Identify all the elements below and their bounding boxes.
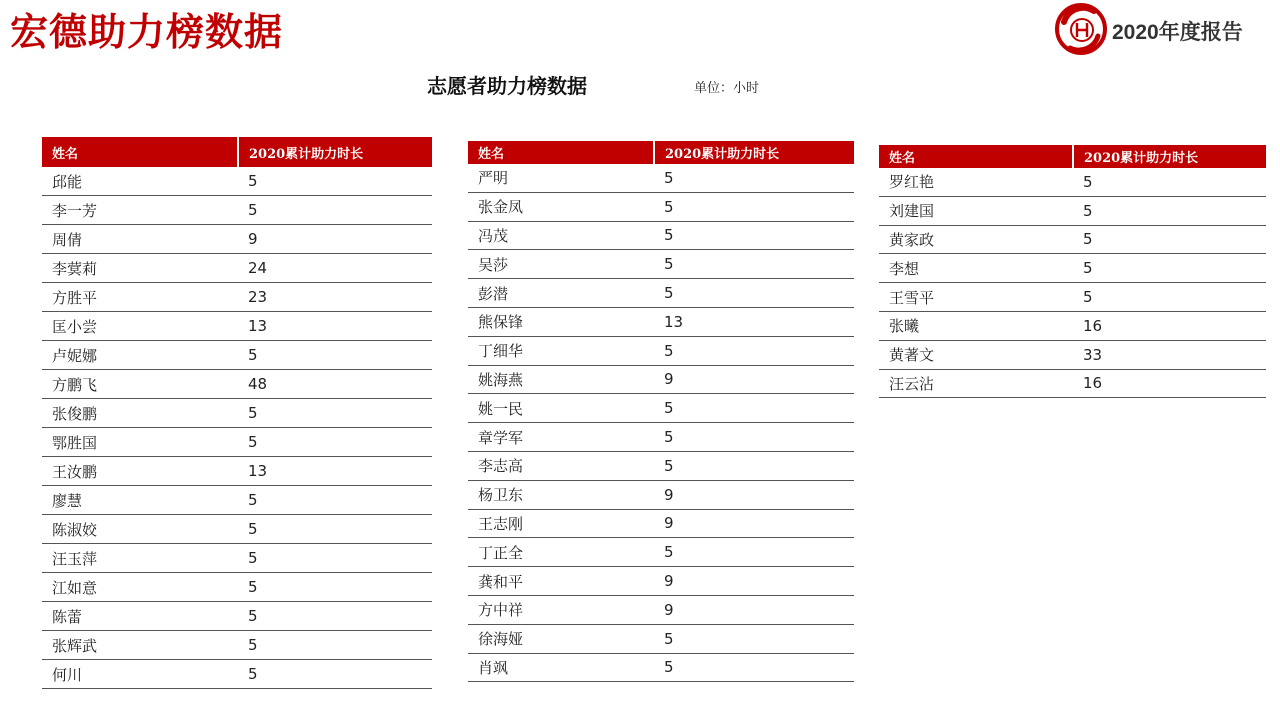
volunteer-name-cell: 章学军: [468, 423, 654, 452]
table-row: [42, 428, 432, 457]
volunteer-name-cell: 江如意: [42, 573, 238, 602]
report-year-label: 2020年度报告: [1112, 21, 1243, 44]
table-row: [42, 515, 432, 544]
hours-cell: 5: [1073, 254, 1266, 283]
volunteer-name-cell: 陈淑姣: [42, 515, 238, 544]
table-row: [42, 225, 432, 254]
hours-column-header: 2020累计助力时长: [238, 137, 432, 167]
volunteer-table-3: [879, 145, 1266, 398]
table-row: [42, 341, 432, 370]
table-row: [468, 595, 854, 624]
hongde-logo-icon: [1054, 2, 1108, 56]
volunteer-name-cell: 方中祥: [468, 595, 654, 624]
hours-cell: 24: [238, 254, 432, 283]
hours-cell: 5: [1073, 225, 1266, 254]
hours-cell: 5: [654, 451, 854, 480]
volunteer-name-cell: 方胜平: [42, 283, 238, 312]
table-row: [468, 192, 854, 221]
table-row: [879, 225, 1266, 254]
hours-cell: 5: [654, 279, 854, 308]
report-badge: [1054, 2, 1243, 56]
table-row: [468, 307, 854, 336]
table-row: [42, 312, 432, 341]
table-row: [468, 279, 854, 308]
table-row: [879, 369, 1266, 398]
table-row: [879, 168, 1266, 196]
hours-cell: 33: [1073, 340, 1266, 369]
hours-cell: 23: [238, 283, 432, 312]
volunteer-name-cell: 鄂胜国: [42, 428, 238, 457]
volunteer-name-cell: 罗红艳: [879, 168, 1073, 196]
volunteer-name-cell: 李蓂莉: [42, 254, 238, 283]
volunteer-name-cell: 彭潜: [468, 279, 654, 308]
hours-cell: 9: [654, 595, 854, 624]
table-row: [879, 196, 1266, 225]
table-row: [468, 538, 854, 567]
volunteer-name-cell: 姚海燕: [468, 365, 654, 394]
volunteer-name-cell: 丁正全: [468, 538, 654, 567]
table-row: [42, 486, 432, 515]
hours-cell: 5: [654, 336, 854, 365]
hours-cell: 9: [654, 480, 854, 509]
volunteer-name-cell: 陈蕾: [42, 602, 238, 631]
volunteer-name-cell: 王志刚: [468, 509, 654, 538]
hours-cell: 16: [1073, 311, 1266, 340]
volunteer-name-cell: 吴莎: [468, 250, 654, 279]
hours-cell: 5: [238, 660, 432, 689]
table-row: [468, 509, 854, 538]
volunteer-name-cell: 周倩: [42, 225, 238, 254]
table-row: [42, 660, 432, 689]
hours-cell: 5: [238, 544, 432, 573]
volunteer-name-cell: 肖飒: [468, 653, 654, 682]
name-column-header: 姓名: [879, 145, 1073, 168]
table-row: [879, 340, 1266, 369]
hours-cell: 9: [654, 509, 854, 538]
table-row: [879, 283, 1266, 312]
hours-column-header: 2020累计助力时长: [654, 141, 854, 164]
volunteer-name-cell: 熊保锋: [468, 307, 654, 336]
hours-cell: 5: [654, 192, 854, 221]
name-column-header: 姓名: [42, 137, 238, 167]
volunteer-name-cell: 张曦: [879, 311, 1073, 340]
volunteer-name-cell: 何川: [42, 660, 238, 689]
table-row: [468, 451, 854, 480]
volunteer-name-cell: 丁细华: [468, 336, 654, 365]
table-row: [42, 602, 432, 631]
table-row: [42, 370, 432, 399]
hours-cell: 5: [654, 624, 854, 653]
volunteer-name-cell: 邱能: [42, 167, 238, 196]
table-row: [468, 567, 854, 596]
hours-cell: 5: [238, 428, 432, 457]
table-row: [42, 167, 432, 196]
volunteer-table-1: [42, 137, 432, 689]
hours-cell: 16: [1073, 369, 1266, 398]
table-header-row: [42, 137, 432, 167]
table-row: [42, 283, 432, 312]
volunteer-name-cell: 黄家政: [879, 225, 1073, 254]
table-row: [468, 164, 854, 192]
table-row: [468, 423, 854, 452]
hours-cell: 5: [238, 486, 432, 515]
hours-cell: 5: [238, 399, 432, 428]
table-row: [468, 624, 854, 653]
hours-cell: 5: [238, 573, 432, 602]
table-row: [468, 250, 854, 279]
table-row: [42, 196, 432, 225]
volunteer-name-cell: 卢妮娜: [42, 341, 238, 370]
volunteer-name-cell: 姚一民: [468, 394, 654, 423]
hours-cell: 5: [1073, 168, 1266, 196]
table-row: [468, 653, 854, 682]
hours-cell: 5: [238, 167, 432, 196]
volunteer-name-cell: 张辉武: [42, 631, 238, 660]
hours-cell: 5: [654, 653, 854, 682]
table-row: [42, 399, 432, 428]
volunteer-table-2: [468, 141, 854, 682]
hours-cell: 5: [654, 423, 854, 452]
hours-cell: 5: [1073, 283, 1266, 312]
volunteer-name-cell: 黄著文: [879, 340, 1073, 369]
table-row: [468, 365, 854, 394]
page-title: 宏德助力榜数据: [10, 10, 284, 54]
volunteer-name-cell: 李想: [879, 254, 1073, 283]
table-row: [468, 394, 854, 423]
table-row: [42, 254, 432, 283]
table-row: [42, 457, 432, 486]
hours-cell: 9: [654, 567, 854, 596]
table-row: [42, 544, 432, 573]
name-column-header: 姓名: [468, 141, 654, 164]
volunteer-name-cell: 匡小尝: [42, 312, 238, 341]
hours-cell: 5: [654, 250, 854, 279]
volunteer-name-cell: 方鹏飞: [42, 370, 238, 399]
volunteer-name-cell: 王雪平: [879, 283, 1073, 312]
table-row: [468, 221, 854, 250]
hours-cell: 48: [238, 370, 432, 399]
volunteer-name-cell: 李志高: [468, 451, 654, 480]
table-row: [42, 573, 432, 602]
hours-cell: 5: [654, 394, 854, 423]
table-row: [42, 631, 432, 660]
volunteer-name-cell: 王汝鹏: [42, 457, 238, 486]
hours-cell: 5: [654, 538, 854, 567]
volunteer-name-cell: 张金凤: [468, 192, 654, 221]
table-row: [468, 336, 854, 365]
table-header-row: [468, 141, 854, 164]
section-subtitle: 志愿者助力榜数据: [427, 74, 587, 98]
volunteer-name-cell: 冯茂: [468, 221, 654, 250]
volunteer-name-cell: 廖慧: [42, 486, 238, 515]
volunteer-name-cell: 汪云沾: [879, 369, 1073, 398]
hours-cell: 5: [238, 602, 432, 631]
volunteer-name-cell: 张俊鹏: [42, 399, 238, 428]
volunteer-name-cell: 徐海娅: [468, 624, 654, 653]
hours-cell: 9: [654, 365, 854, 394]
volunteer-name-cell: 刘建国: [879, 196, 1073, 225]
hours-cell: 13: [238, 312, 432, 341]
hours-cell: 5: [238, 196, 432, 225]
unit-label: 单位：小时: [694, 81, 760, 96]
volunteer-name-cell: 李一芳: [42, 196, 238, 225]
hours-cell: 5: [654, 221, 854, 250]
hours-cell: 13: [654, 307, 854, 336]
volunteer-name-cell: 严明: [468, 164, 654, 192]
table-row: [879, 254, 1266, 283]
hours-cell: 9: [238, 225, 432, 254]
volunteer-name-cell: 汪玉萍: [42, 544, 238, 573]
table-row: [879, 311, 1266, 340]
hours-cell: 5: [238, 341, 432, 370]
table-header-row: [879, 145, 1266, 168]
hours-cell: 5: [654, 164, 854, 192]
hours-cell: 5: [238, 515, 432, 544]
table-row: [468, 480, 854, 509]
hours-cell: 5: [1073, 196, 1266, 225]
hours-cell: 13: [238, 457, 432, 486]
volunteer-name-cell: 龚和平: [468, 567, 654, 596]
hours-column-header: 2020累计助力时长: [1073, 145, 1266, 168]
hours-cell: 5: [238, 631, 432, 660]
volunteer-name-cell: 杨卫东: [468, 480, 654, 509]
